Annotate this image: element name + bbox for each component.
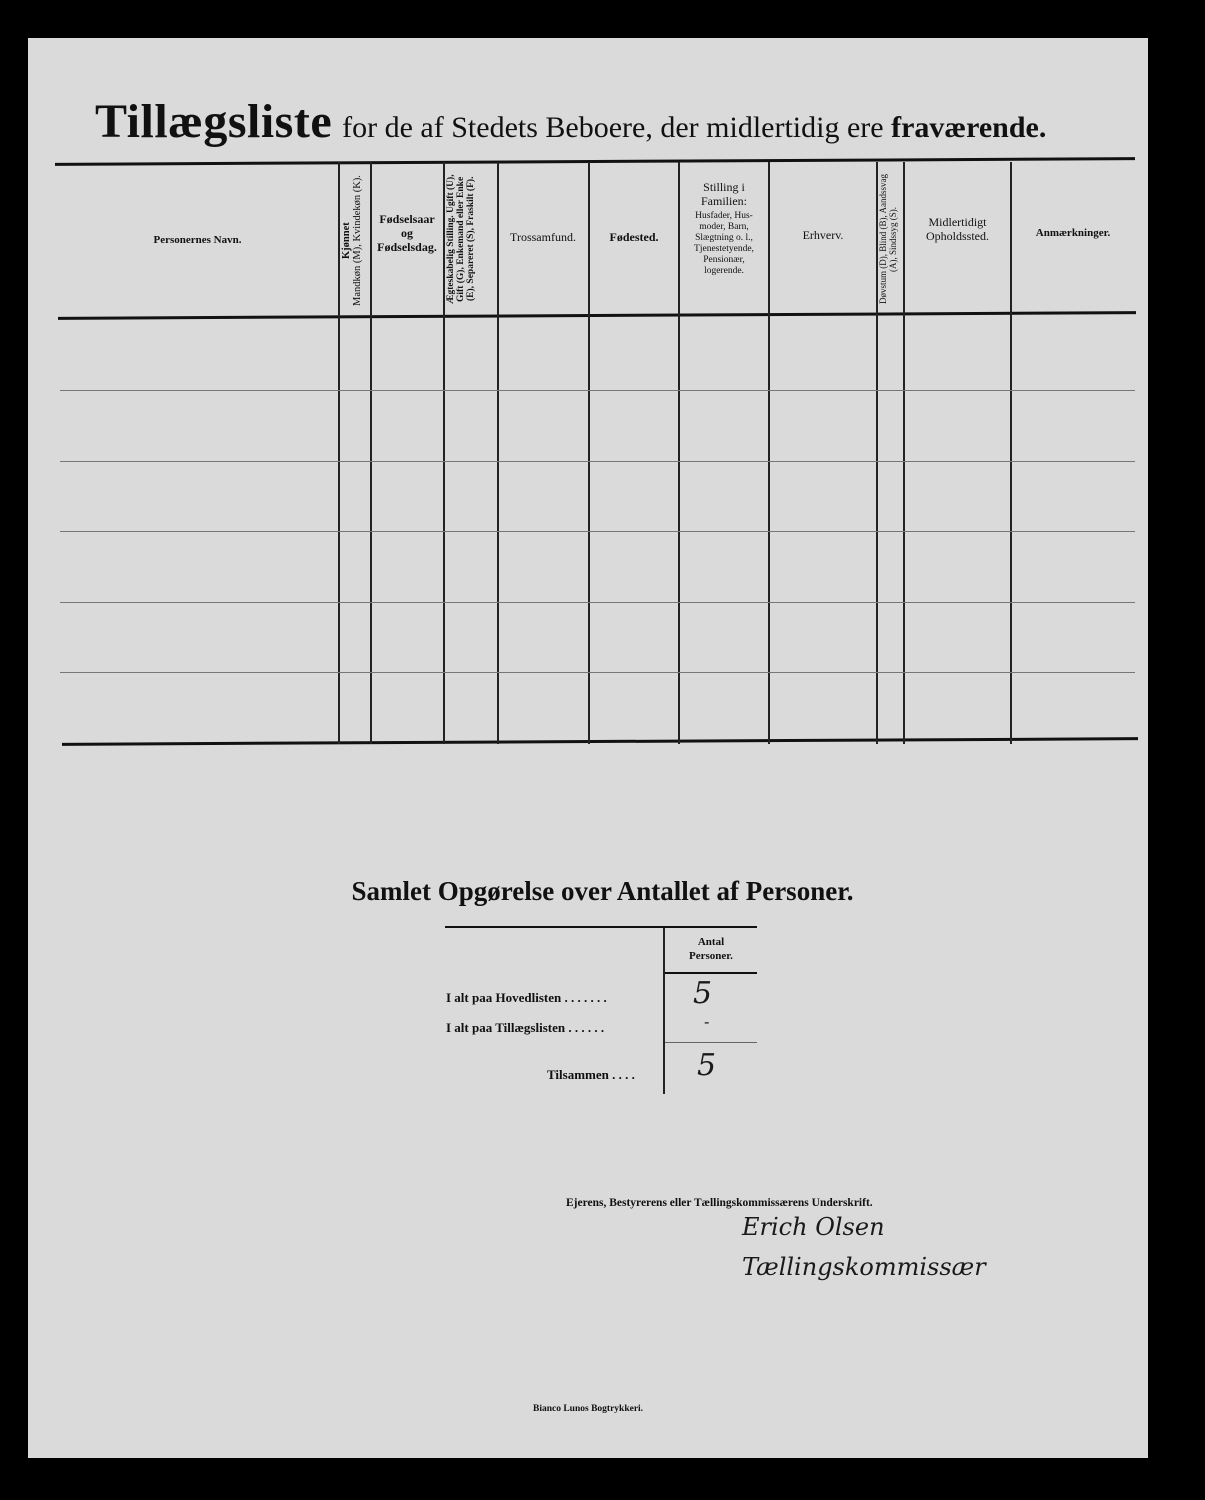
summary-sum-rule [665, 1042, 757, 1043]
header-sex: Kjønnet Mandkøn (M), Kvindekøn (K). [341, 175, 363, 306]
table-row-line [60, 531, 1135, 532]
header-birth: Fødselsaar og Fødselsdag. [377, 212, 437, 254]
header-birthplace: Fødested. [609, 230, 659, 244]
header-marital: Ægteskabelig Stilling. Ugift (U), Gift (G), Enkemand eller Enke (E), Separeret (S), Fraskilt (F). [446, 174, 476, 304]
summary-col-header: Antal Personer. [689, 936, 733, 962]
summary-title: Samlet Opgørelse over Antallet af Personer. [351, 876, 854, 906]
header-religion: Trossamfund. [510, 230, 576, 244]
form-title [95, 94, 1046, 149]
table-row-line [60, 461, 1135, 462]
summary-row-label: I alt paa Hovedlisten . . . . . . . [446, 990, 607, 1005]
table-row-line [60, 672, 1135, 673]
header-remarks: Anmærkninger. [1035, 227, 1111, 239]
signature-line-1: Erich Olsen [742, 1213, 885, 1241]
column-divider [443, 162, 445, 744]
header-disability: Døvstum (D), Blind (B), Aandssvag (A), Sindssyg (S). [878, 174, 898, 304]
column-divider [588, 162, 590, 744]
summary-row-value: 5 [697, 1048, 717, 1083]
header-family-position: Stilling i Familien: Husfader, Hus- moder, Barn, Slægtning o. l., Tjenestetyende, Pensionær, logerende. [694, 180, 754, 276]
summary-top-rule [445, 926, 757, 928]
signature-line-2: Tællingskommissær [742, 1253, 986, 1281]
summary-row-label: I alt paa Tillægslisten . . . . . . [446, 1020, 605, 1035]
signature-caption: Ejerens, Bestyrerens eller Tællingskommissærens Underskrift. [566, 1197, 873, 1209]
printer-credit: Bianco Lunos Bogtrykkeri. [533, 1404, 644, 1414]
summary-row-value: - [704, 1012, 710, 1031]
column-divider [1010, 162, 1012, 744]
form-title-subtitle: for de af Stedets Beboere, der midlertidig ere fraværende. [342, 111, 1047, 144]
summary-header-rule [665, 972, 757, 974]
header-temp-residence: Midlertidigt Opholdssted. [926, 215, 989, 243]
summary-row-value: 5 [693, 976, 713, 1011]
form-title-main: Tillægsliste [95, 95, 333, 148]
column-divider [497, 162, 499, 744]
summary-row-label: Tilsammen . . . . [547, 1067, 635, 1082]
header-occupation: Erhverv. [802, 228, 844, 242]
column-divider [903, 162, 905, 744]
table-row-line [60, 602, 1135, 603]
column-divider [768, 162, 770, 744]
header-names: Personernes Navn. [153, 234, 242, 246]
table-row-line [60, 390, 1135, 391]
column-divider [338, 162, 340, 744]
